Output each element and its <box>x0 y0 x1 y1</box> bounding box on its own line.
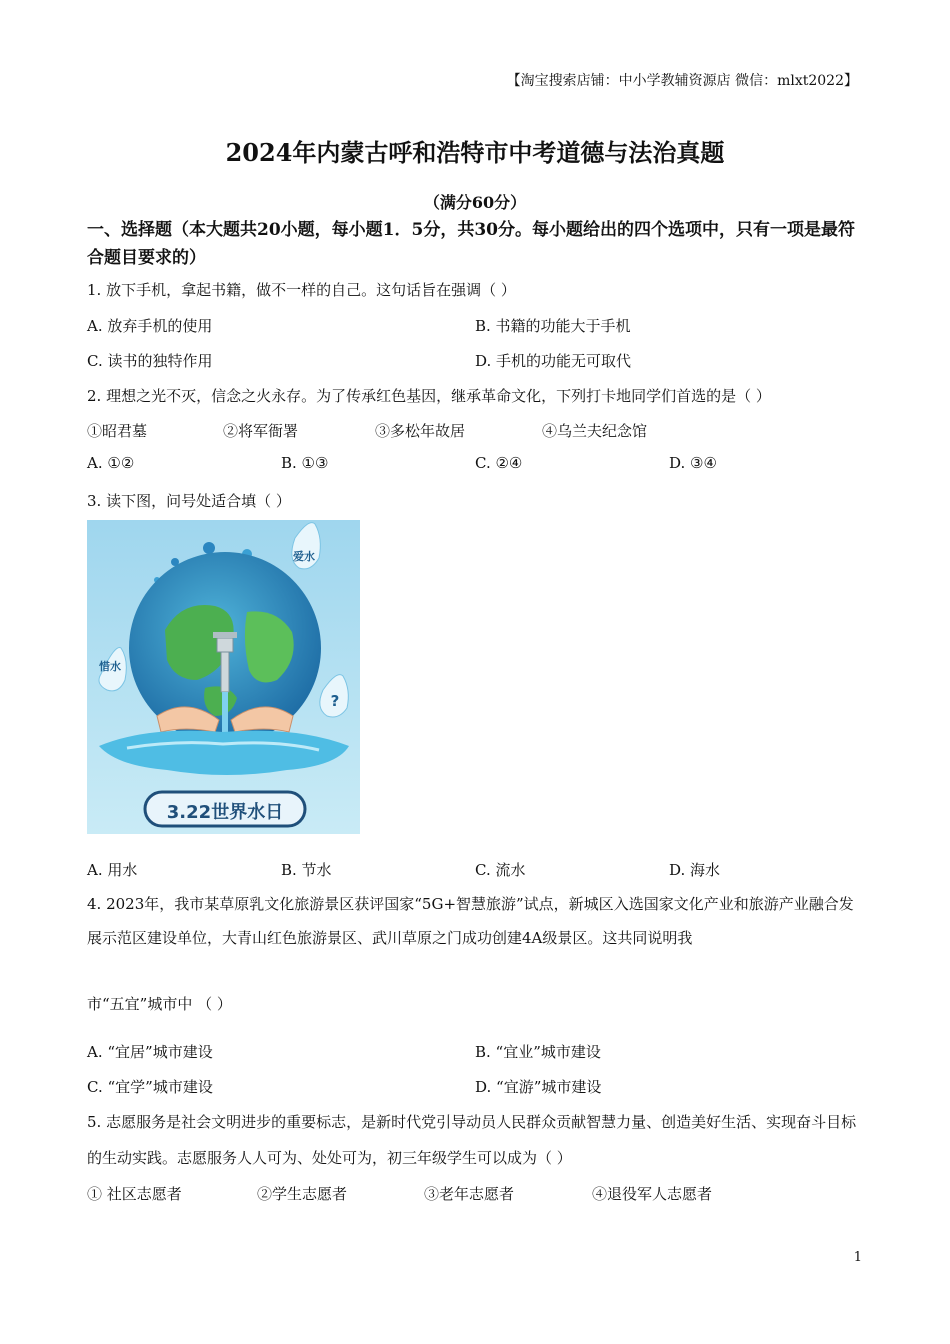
header-note: 【淘宝搜索店铺：中小学教辅资源店 微信：mlxt2022】 <box>506 73 858 89</box>
question-2-stem: 2. 理想之光不灭，信念之火永存。为了传承红色基因，继承革命文化，下列打卡地同学们首选的是（ ） <box>87 387 771 405</box>
question-1-stem: 1. 放下手机，拿起书籍，做不一样的自己。这句话旨在强调（ ） <box>87 281 516 299</box>
q1-option-d: D. 手机的功能无可取代 <box>475 352 632 370</box>
q2-option-c: C. ②④ <box>475 454 523 472</box>
q3-option-b: B. 节水 <box>281 861 332 879</box>
water-day-banner: 3.22世界水日 <box>166 802 284 823</box>
score-note: （满分60分） <box>423 193 527 212</box>
q5-item-4: ④退役军人志愿者 <box>592 1185 713 1203</box>
question-4-stem: 4. 2023年，我市某草原乳文化旅游景区获评国家“5G+智慧旅游”试点，新城区入选国家文化产业和旅游产业融合发展示范区建设单位，大青山红色旅游景区、武川草原之门成功创建4A级景区。这共同说明我 <box>87 895 854 947</box>
drop-question-mark: ? <box>330 692 340 710</box>
q1-option-c: C. 读书的独特作用 <box>87 352 213 370</box>
question-5-stem: 5. 志愿服务是社会文明进步的重要标志，是新时代党引导动员人民群众贡献智慧力量、创造美好生活、实现奋斗目标的生动实践。志愿服务人人可为、处处可为，初三年级学生可以成为（ ） <box>87 1113 857 1167</box>
q2-item-3: ③多松年故居 <box>375 422 466 440</box>
q1-option-a: A. 放弃手机的使用 <box>87 317 213 335</box>
section-heading: 一、选择题（本大题共20小题，每小题1．5分，共30分。每小题给出的四个选项中，只有一项是最符合题目要求的） <box>87 220 855 268</box>
water-globe-illustration <box>87 520 360 834</box>
q4-option-a: A. “宜居”城市建设 <box>87 1043 213 1061</box>
q2-item-2: ②将军衙署 <box>223 422 299 440</box>
question-4-stem-end: 市“五宜”城市中 （ ） <box>87 995 232 1013</box>
question-3-stem: 3. 读下图，问号处适合填（ ） <box>87 492 291 510</box>
q3-option-a: A. 用水 <box>87 861 138 879</box>
q2-option-b: B. ①③ <box>281 454 329 472</box>
q4-option-b: B. “宜业”城市建设 <box>475 1043 601 1061</box>
world-water-day-figure <box>87 520 360 834</box>
page-title: 2024年内蒙古呼和浩特市中考道德与法治真题 <box>225 138 725 167</box>
drop-left-label: 惜水 <box>99 660 121 673</box>
q2-option-a: A. ①② <box>87 454 135 472</box>
page-number: 1 <box>853 1250 862 1265</box>
q3-option-d: D. 海水 <box>669 861 721 879</box>
q4-option-d: D. “宜游”城市建设 <box>475 1078 602 1096</box>
q3-option-c: C. 流水 <box>475 861 526 879</box>
q2-item-1: ①昭君墓 <box>87 422 148 440</box>
q1-option-b: B. 书籍的功能大于手机 <box>475 317 631 335</box>
q5-item-2: ②学生志愿者 <box>257 1185 348 1203</box>
q5-item-3: ③老年志愿者 <box>424 1185 515 1203</box>
q2-item-4: ④乌兰夫纪念馆 <box>542 422 648 440</box>
q4-option-c: C. “宜学”城市建设 <box>87 1078 213 1096</box>
drop-right-top-label: 爱水 <box>293 550 315 563</box>
q5-item-1: ① 社区志愿者 <box>87 1185 182 1203</box>
q2-option-d: D. ③④ <box>669 454 717 472</box>
